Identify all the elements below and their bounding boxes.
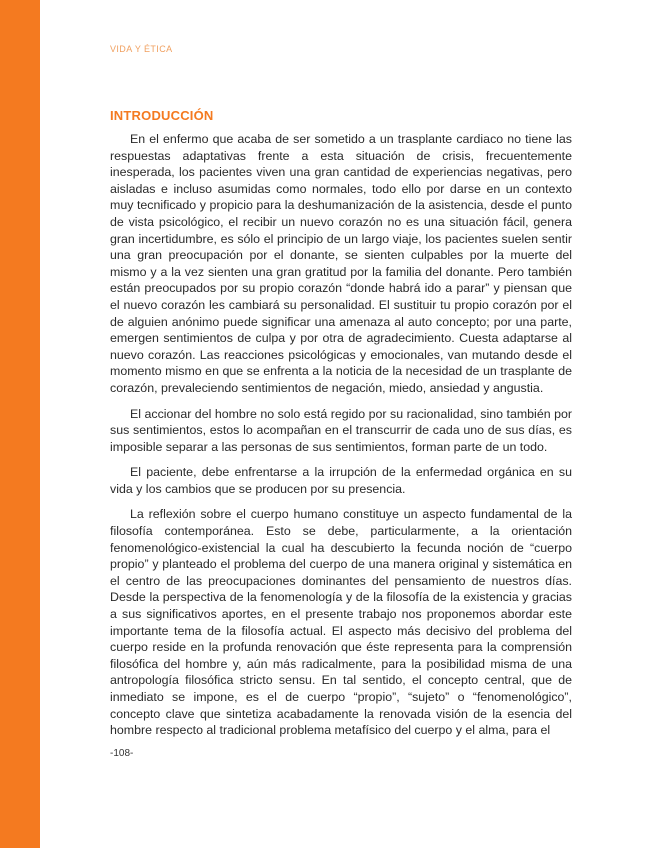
running-head: VIDA Y ÉTICA xyxy=(110,44,173,54)
paragraph: El paciente, debe enfrentarse a la irrupción de la enfermedad orgánica en su vida y los cambios que se producen por su presencia. xyxy=(110,465,572,496)
orange-side-bar xyxy=(0,0,40,848)
section-title: INTRODUCCIÓN xyxy=(110,108,214,123)
page-number: -108- xyxy=(110,748,134,759)
paragraph: El accionar del hombre no solo está regido por su racionalidad, sino también por sus sentimientos, estos lo acompañan en el transcurrir de cada uno de sus días, es imposible separar a las personas de sus sentimientos, forman parte de un todo. xyxy=(110,406,572,454)
body-text xyxy=(110,131,572,748)
paragraph: La reflexión sobre el cuerpo humano constituye un aspecto fundamental de la filosofía contemporánea. Esto se debe, particularmente, a la orientación fenomenológico-existencial la cual ha descubierto la fecunda noción de “cuerpo propio” y planteado el problema del cuerpo de una manera original y sistemática en el centro de las preocupaciones dominantes del pensamiento de nuestros días. Desde la perspectiva de la fenomenología y de la filosofía de la existencia y gracias a sus significativos aportes, en el presente trabajo nos proponemos abordar este importante tema de la filosofía actual. El aspecto más decisivo del problema del cuerpo reside en la profunda renovación que éste representa para la comprensión filosófica del hombre y, aún más radicalmente, para la posibilidad misma de una antropología filosófica stricto sensu. En tal sentido, el concepto central, que de inmediato se impone, es el de cuerpo “propio”, “sujeto” o “fenomenológico”, concepto clave que sintetiza acabadamente la renovada visión de la esencia del hombre respecto al tradicional problema metafísico del cuerpo y el alma, para el xyxy=(110,507,572,738)
paragraph: En el enfermo que acaba de ser sometido a un trasplante cardiaco no tiene las respuestas adaptativas frente a esta situación de crisis, frecuentemente inesperada, los pacientes viven una gran cantidad de experiencias negativas, pero aisladas e incluso asumidas como normales, todo ello por darse en un contexto muy tecnificado y propicio para la deshumanización de la asistencia, desde el punto de vista psicológico, el recibir un nuevo corazón no es una situación fácil, genera gran incertidumbre, es sólo el principio de un largo viaje, los pacientes suelen sentir una gran preocupación por el donante, se sienten culpables por la muerte del mismo y a la vez sienten una gran gratitud por la familia del donante. Pero también están preocupados por su propio corazón “donde habrá ido a parar” y piensan que el nuevo corazón les cambiará su personalidad. El sustituir tu propio corazón por el de alguien anónimo puede significar una amenaza al auto concepto; por una parte, emergen sentimientos de culpa y por otra de agradecimiento. Cuesta adaptarse al nuevo corazón. Las reacciones psicológicas y emocionales, van mutando desde el momento mismo en que se enfrenta a la noticia de la necesidad de un trasplante de corazón, prevaleciendo sentimientos de negación, miedo, ansiedad y angustia. xyxy=(110,132,572,395)
